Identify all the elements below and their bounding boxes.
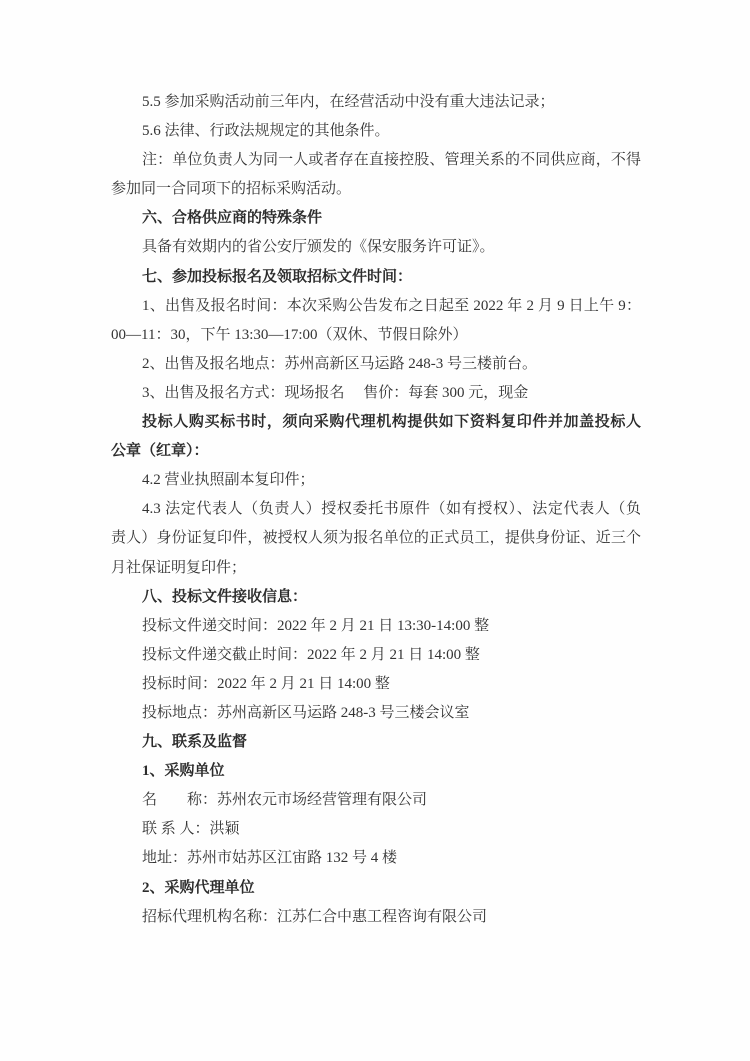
document-line: 公章（红章）：	[111, 443, 209, 460]
document-line: 4.3 法定代表人（负责人）授权委托书原件（如有授权）、法定代表人（负	[142, 501, 641, 518]
document-line: 投标地点：苏州高新区马运路 248-3 号三楼会议室	[142, 704, 470, 721]
document-body	[111, 88, 641, 932]
document-line: 责人）身份证复印件，被授权人须为报名单位的正式员工，提供身份证、近三个	[111, 530, 641, 547]
document-line: 注：单位负责人为同一人或者存在直接控股、管理关系的不同供应商，不得	[142, 152, 641, 169]
document-line: 投标文件递交截止时间：2022 年 2 月 21 日 14:00 整	[142, 646, 480, 663]
document-line: 地址：苏州市姑苏区江宙路 132 号 4 楼	[142, 850, 398, 867]
document-line: 名 称：苏州农元市场经营管理有限公司	[142, 792, 428, 809]
document-line: 月社保证明复印件；	[111, 559, 247, 576]
document-line: 联 系 人：洪颖	[142, 821, 240, 838]
document-line: 1、出售及报名时间：本次采购公告发布之日起至 2022 年 2 月 9 日上午 9：	[142, 297, 641, 314]
document-line: 3、出售及报名方式：现场报名 售价：每套 300 元，现金	[142, 384, 529, 401]
document-line: 4.2 营业执照副本复印件；	[142, 472, 315, 489]
document-line: 00—11：30，下午 13:30—17:00（双休、节假日除外）	[111, 326, 468, 343]
document-line: 5.5 参加采购活动前三年内，在经营活动中没有重大违法记录；	[142, 94, 555, 110]
document-line: 投标时间：2022 年 2 月 21 日 14:00 整	[142, 675, 390, 692]
document-line: 投标人购买标书时，须向采购代理机构提供如下资料复印件并加盖投标人	[142, 414, 641, 431]
document-line: 5.6 法律、行政法规规定的其他条件。	[142, 123, 390, 140]
section-heading-8: 八、投标文件接收信息：	[142, 588, 308, 605]
section-heading-6: 六、合格供应商的特殊条件	[142, 210, 323, 227]
document-line: 招标代理机构名称：江苏仁合中惠工程咨询有限公司	[142, 908, 488, 925]
document-line: 具备有效期内的省公安厅颁发的《保安服务许可证》。	[142, 239, 495, 256]
document-line: 参加同一合同项下的招标采购活动。	[111, 181, 352, 198]
subsection-heading-agent: 2、采购代理单位	[142, 879, 255, 896]
section-heading-7: 七、参加投标报名及领取招标文件时间：	[142, 268, 413, 285]
section-heading-9: 九、联系及监督	[142, 734, 248, 751]
document-line: 2、出售及报名地点：苏州高新区马运路 248-3 号三楼前台。	[142, 355, 537, 372]
document-line: 投标文件递交时间：2022 年 2 月 21 日 13:30-14:00 整	[142, 617, 490, 634]
subsection-heading-buyer: 1、采购单位	[142, 763, 225, 780]
